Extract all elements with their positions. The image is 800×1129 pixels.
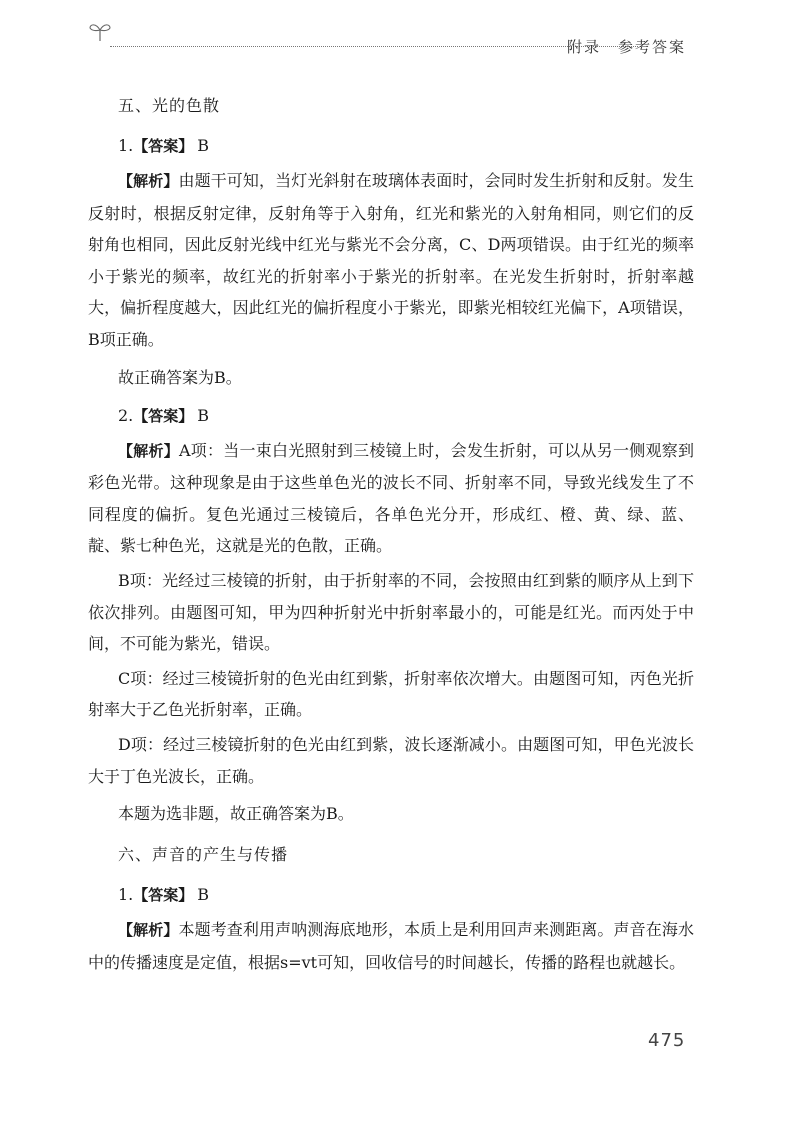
- answer-line: [88, 876, 694, 914]
- question-number: 1.: [118, 885, 134, 905]
- answer-value: B: [197, 136, 210, 155]
- answer-label: 【答案】: [133, 406, 194, 425]
- answer-line: [88, 127, 694, 165]
- header-title: 附录 参考答案: [566, 38, 686, 56]
- analysis-text: 由题干可知，当灯光斜射在玻璃体表面时，会同时发生折射和反射。发生反射时，根据反射定律，反射角等于入射角，红光和紫光的入射角相同，则它们的反射角也相同，因此反射光线中红光与紫光不会分离，C、D两项错误。由于红光的频率小于紫光的频率，故红光的折射率小于紫光的折射率。在光发生折射时，折射率越大，偏折程度越大，因此红光的偏折程度小于紫光，即紫光相较红光偏下，A项错误，B项正确。: [88, 171, 694, 349]
- answer-line: [88, 397, 694, 435]
- answer-value: B: [197, 885, 210, 905]
- analysis-label: 【解析】: [118, 172, 179, 190]
- analysis-text: 本题考查利用声呐测海底地形，本质上是利用回声来测距离。声音在海水中的传播速度是定值，根据s=vt可知，回收信号的时间越长，传播的路程也就越长。: [88, 920, 694, 972]
- conclusion-text: 故正确答案为B。: [118, 367, 242, 387]
- analysis-paragraph: [88, 914, 694, 978]
- section-heading: 五、光的色散: [118, 96, 221, 115]
- answer-label: 【答案】: [133, 137, 194, 155]
- page-body: [88, 84, 694, 981]
- running-header: [88, 20, 700, 60]
- page-number: 475: [648, 1030, 686, 1051]
- analysis-paragraph: D项：经过三棱镜折射的色光由红到紫，波长逐渐减小。由题图可知，甲色光波长大于丁色光波长，正确。: [88, 734, 694, 786]
- analysis-text: A项：当一束白光照射到三棱镜上时，会发生折射，可以从另一侧观察到彩色光带。这种现象是由于这些单色光的波长不同、折射率不同，导致光线发生了不同程度的偏折。复色光通过三棱镜后，各单色光分开，形成红、橙、黄、绿、蓝、靛、紫七种色光，这就是光的色散，正确。: [88, 440, 694, 556]
- analysis-paragraph: [88, 165, 694, 356]
- question-number: 2.: [118, 405, 134, 425]
- sprout-logo-icon: [88, 20, 112, 42]
- header-rule: [110, 46, 638, 47]
- analysis-paragraph: B项：光经过三棱镜的折射，由于折射率的不同，会按照由红到紫的顺序从上到下依次排列。由题图可知，甲为四种折射光中折射率最小的，可能是红光。而丙处于中间，不可能为紫光，错误。: [88, 570, 694, 654]
- analysis-label: 【解析】: [118, 921, 179, 940]
- analysis-paragraph: [88, 435, 694, 562]
- question-number: 1.: [118, 136, 134, 155]
- analysis-label: 【解析】: [118, 441, 179, 460]
- conclusion-text: 本题为选非题，故正确答案为B。: [118, 804, 354, 824]
- answer-value: B: [197, 405, 210, 425]
- answer-label: 【答案】: [133, 886, 194, 905]
- section-heading: 六、声音的产生与传播: [118, 845, 289, 865]
- analysis-paragraph: C项：经过三棱镜折射的色光由红到紫，折射率依次增大。由题图可知，丙色光折射率大于乙色光折射率，正确。: [88, 668, 694, 720]
